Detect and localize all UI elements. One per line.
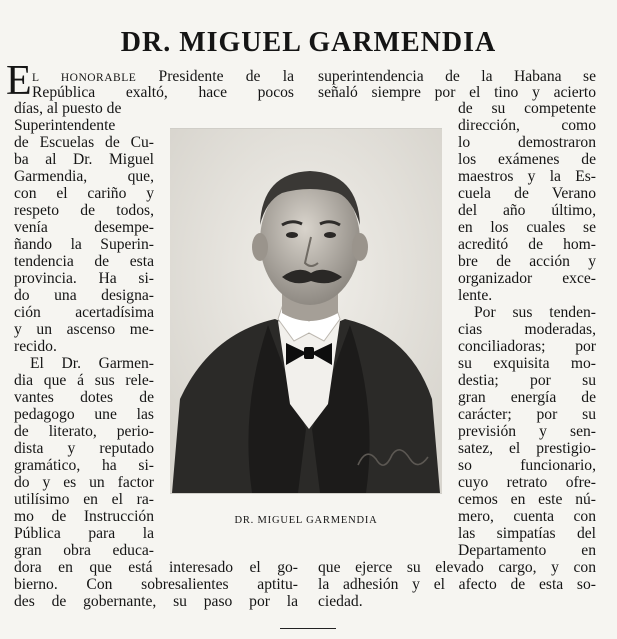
article-line: ba al Dr. Miguel: [14, 151, 154, 168]
article-line: ñando la Superin-: [14, 236, 154, 253]
article-line: dora en que está interesado el go-: [14, 559, 298, 576]
article-line: de su competente: [458, 100, 596, 117]
article-line: dia que á sus rele-: [14, 372, 154, 389]
article-line: Pública para la: [14, 525, 154, 542]
article-line: que ejerce su elevado cargo, y con: [318, 559, 596, 576]
article-line: las simpatías del: [458, 525, 596, 542]
article-line: Garmendia, que,: [14, 168, 154, 185]
article-line: previsión y sen-: [458, 423, 596, 440]
article-line: venía desempe-: [14, 219, 154, 236]
left-eye: [286, 232, 298, 238]
article-line: República exaltó, hace pocos: [32, 84, 294, 101]
article-line: con el cariño y: [14, 185, 154, 202]
article-line: carácter; por su: [458, 406, 596, 423]
article-line: gran energía de: [458, 389, 596, 406]
article-line: de Escuelas de Cu-: [14, 134, 154, 151]
article-line: en los cuales se: [458, 219, 596, 236]
bottom-divider: [280, 628, 336, 629]
article-line: respeto de todos,: [14, 202, 154, 219]
article-line: bierno. Con sobresalientes aptitu-: [14, 576, 298, 593]
small-caps-text: L HONORABLE: [32, 72, 137, 84]
left-ear: [252, 233, 268, 261]
article-line: de literato, perio-: [14, 423, 154, 440]
article-line: gran obra educa-: [14, 542, 154, 559]
article-line: destia; por su: [458, 372, 596, 389]
article-line: mero, cuenta con: [458, 508, 596, 525]
article-line: des de gobernante, su paso por la: [14, 593, 298, 610]
article-line: bre de acción y: [458, 253, 596, 270]
article-line: del año último,: [458, 202, 596, 219]
article-line: señaló siempre por el tino y acierto: [318, 84, 596, 101]
line-remainder: Presidente de la: [158, 68, 294, 85]
article-line: satez, el prestigio-: [458, 440, 596, 457]
article-line: su exquisita mo-: [458, 355, 596, 372]
article-line: organizador exce-: [458, 270, 596, 287]
article-line: Departamento en: [458, 542, 596, 559]
article-line: tendencia de esta: [14, 253, 154, 270]
article-line: cias moderadas,: [458, 321, 596, 338]
article-line: do y es un factor: [14, 474, 154, 491]
article-line: mo de Instrucción: [14, 508, 154, 525]
article-line: ción acertadísima: [14, 304, 154, 321]
article-line: gramático, ha si-: [14, 457, 154, 474]
article-line: cuela de Verano: [458, 185, 596, 202]
bow-tie-knot: [304, 347, 314, 359]
right-eye: [324, 232, 336, 238]
article-line: acreditó de hom-: [458, 236, 596, 253]
article-line: dirección, como: [458, 117, 596, 134]
right-ear: [352, 233, 368, 261]
article-line: pedagogo une las: [14, 406, 154, 423]
article-line: los exámenes de: [458, 151, 596, 168]
article-line: provincia. Ha si-: [14, 270, 154, 287]
article-line: ciedad.: [318, 593, 363, 610]
article-line: superintendencia de la Habana se: [318, 68, 596, 85]
drop-cap: E: [6, 58, 32, 104]
article-line: El Dr. Garmen-: [30, 355, 154, 372]
article-line: Por sus tenden-: [474, 304, 596, 321]
portrait-illustration: [170, 129, 442, 493]
article-line: dista y reputado: [14, 440, 154, 457]
article-line: do una designa-: [14, 287, 154, 304]
article-line: cemos en este nú-: [458, 491, 596, 508]
article-line: la adhesión y el afecto de esta so-: [318, 576, 596, 593]
article-line: maestros y la Es-: [458, 168, 596, 185]
portrait-photo: [170, 128, 442, 494]
article-line: y un ascenso me-: [14, 321, 154, 338]
photo-caption: DR. MIGUEL GARMENDIA: [234, 515, 378, 526]
article-line: so funcionario,: [458, 457, 596, 474]
article-title: DR. MIGUEL GARMENDIA: [120, 27, 497, 58]
article-line: lo demostraron: [458, 134, 596, 151]
article-line: lente.: [458, 287, 493, 304]
article-line: recido.: [14, 338, 57, 355]
article-line: cuyo retrato ofre-: [458, 474, 596, 491]
article-line: conciliadoras; por: [458, 338, 596, 355]
article-line: Superintendente: [14, 117, 116, 134]
article-line: días, al puesto de: [14, 100, 122, 117]
article-line: utilísimo en el ra-: [14, 491, 154, 508]
article-line: vantes dotes de: [14, 389, 154, 406]
